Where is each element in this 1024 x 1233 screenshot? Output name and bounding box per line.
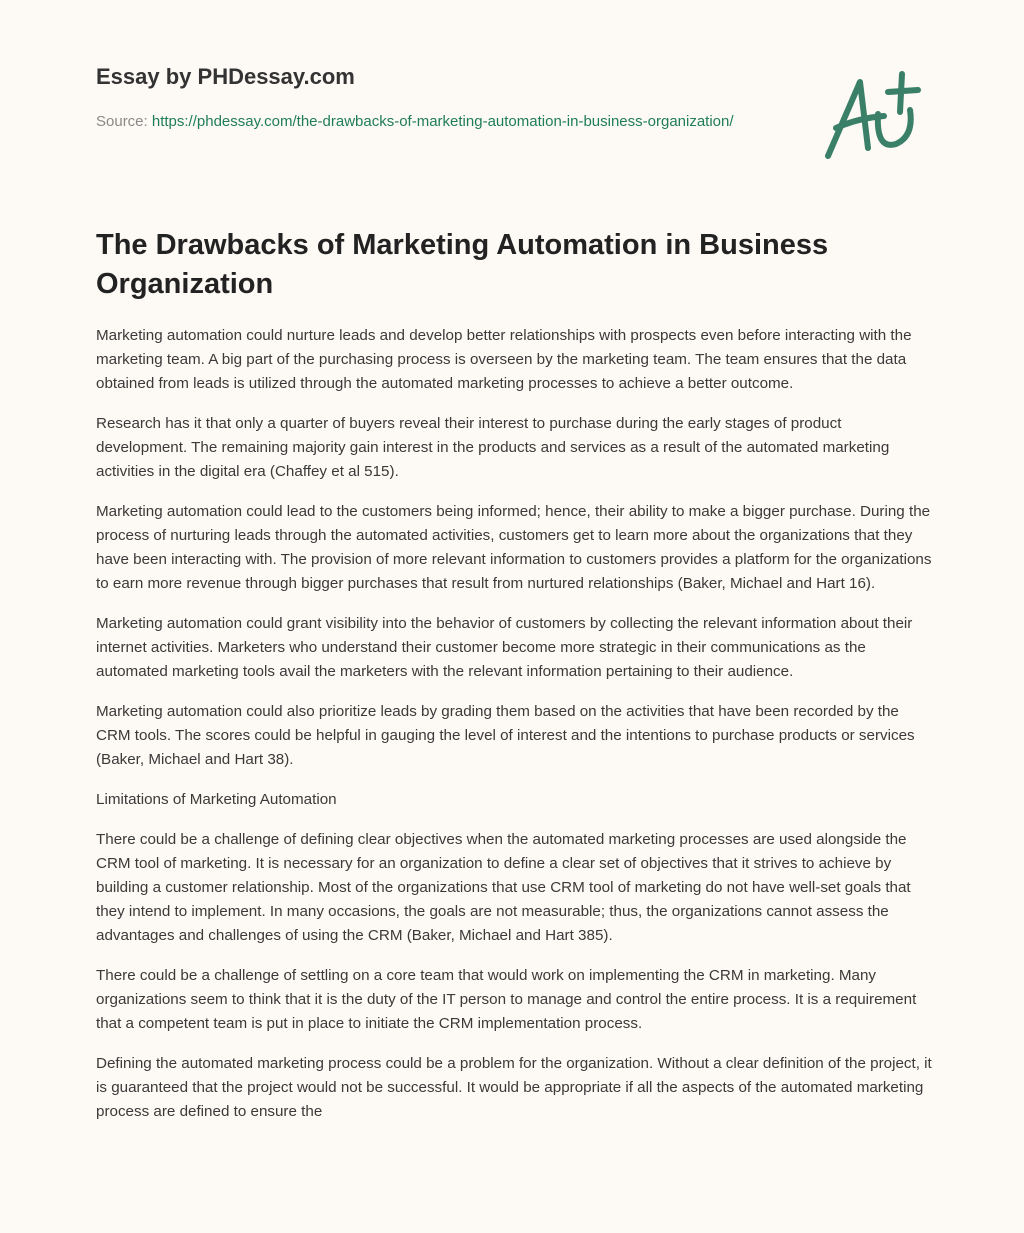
source-label: Source: bbox=[96, 113, 148, 130]
article-body bbox=[96, 324, 934, 1140]
paragraph: There could be a challenge of defining clear objectives when the automated marketing processes are used alongside the CRM tool of marketing. It is necessary for an organization to define a clear set of objectives that it strives to achieve by building a customer relationship. Most of the organizations that use CRM tool of marketing do not have well-set goals that they intend to implement. In many occasions, the goals are not measurable; thus, the organizations cannot assess the advantages and challenges of using the CRM (Baker, Michael and Hart 385). bbox=[96, 831, 911, 944]
source-line bbox=[96, 110, 756, 134]
paragraph: Marketing automation could grant visibility into the behavior of customers by collecting the relevant information about their internet activities. Marketers who understand their customer become more strategic in their communications as the automated marketing tools avail the marketers with the relevant information pertaining to their audience. bbox=[96, 615, 913, 680]
paragraph: Research has it that only a quarter of buyers reveal their interest to purchase during the early stages of product development. The remaining majority gain interest in the products and services as a result of the automated marketing activities in the digital era (Chaffey et al 515). bbox=[96, 415, 890, 480]
a-plus-logo-icon bbox=[818, 68, 928, 164]
paragraph: Defining the automated marketing process could be a problem for the organization. Without a clear definition of the project, it is guaranteed that the project would not be successful. It would be appropriate if all the aspects of the automated marketing process are defined to ensure the bbox=[96, 1055, 932, 1120]
site-title: Essay by PHDessay.com bbox=[96, 64, 355, 89]
paragraph: Marketing automation could also prioritize leads by grading them based on the activities that have been recorded by the CRM tools. The scores could be helpful in gauging the level of interest and the intentions to purchase products or services (Baker, Michael and Hart 38). bbox=[96, 703, 915, 768]
paragraph: Marketing automation could nurture leads and develop better relationships with prospects even before interacting with the marketing team. A big part of the purchasing process is overseen by the marketing team. The team ensures that the data obtained from leads is utilized through the automated marketing processes to achieve a better outcome. bbox=[96, 327, 912, 392]
paragraph: There could be a challenge of settling on a core team that would work on implementing the CRM in marketing. Many organizations seem to think that it is the duty of the IT person to manage and control the entire process. It is a requirement that a competent team is put in place to initiate the CRM implementation process. bbox=[96, 967, 917, 1032]
section-heading: Limitations of Marketing Automation bbox=[96, 791, 337, 808]
source-link[interactable]: https://phdessay.com/the-drawbacks-of-marketing-automation-in-business-organization/ bbox=[151, 113, 734, 130]
paragraph: Marketing automation could lead to the customers being informed; hence, their ability to make a bigger purchase. During the process of nurturing leads through the automated activities, customers get to learn more about the organizations that they have been interacting with. The provision of more relevant information to customers provides a platform for the organizations to earn more revenue through bigger purchases that result from nurtured relationships (Baker, Michael and Hart 16). bbox=[96, 503, 932, 592]
article-title: The Drawbacks of Marketing Automation in Business Organization bbox=[96, 229, 829, 300]
